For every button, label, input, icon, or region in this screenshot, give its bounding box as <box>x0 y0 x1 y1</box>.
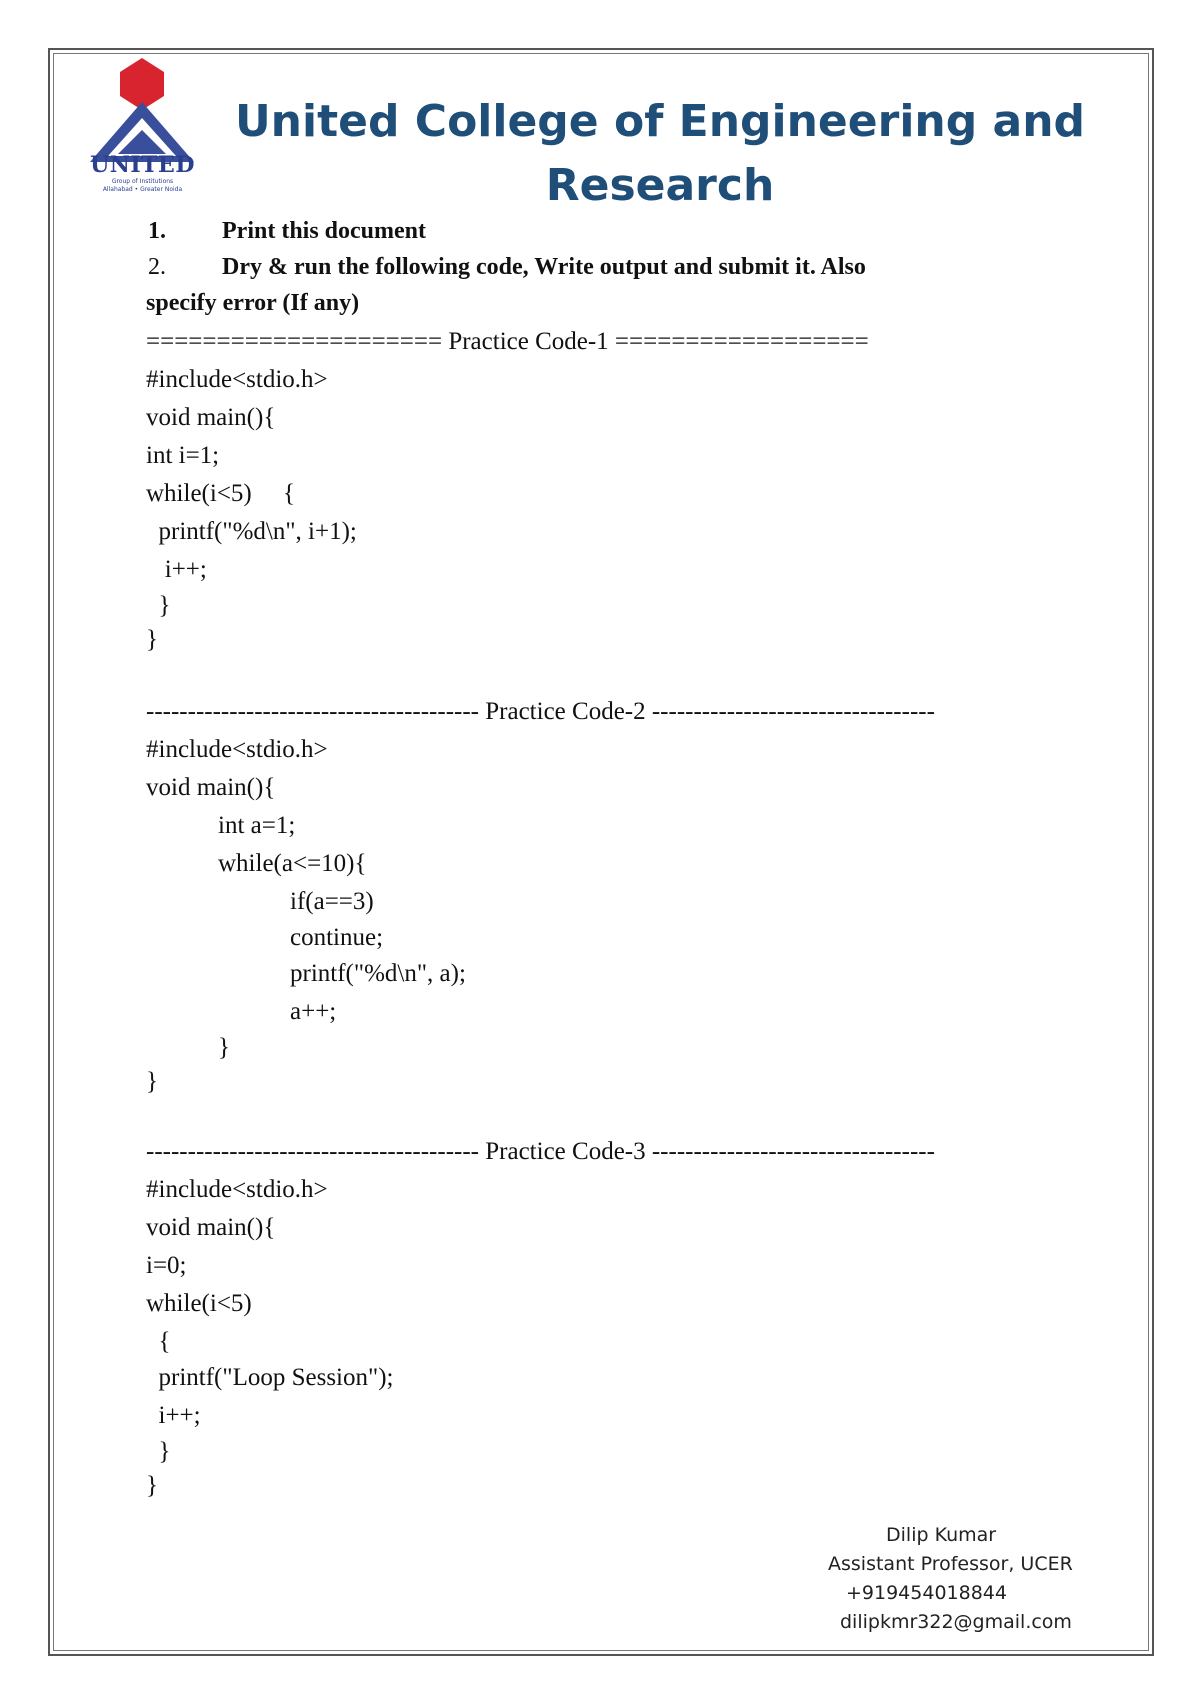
code3-line: i++; <box>146 1402 201 1429</box>
code2-line: a++; <box>290 998 337 1025</box>
code1-line: } <box>146 626 158 653</box>
code2-line: int a=1; <box>218 812 296 839</box>
author-email: dilipkmr322@gmail.com <box>840 1611 1072 1633</box>
code3-line: { <box>146 1328 171 1355</box>
practice-code-3-separator: ---------------------------------------- Practice Code-3 ---------------------------------- <box>146 1138 935 1165</box>
code1-line: } <box>146 592 171 619</box>
author-phone: +919454018844 <box>846 1582 1007 1604</box>
instruction-1-text: Print this document <box>222 218 426 244</box>
logo-text: UNITED <box>90 152 195 178</box>
instruction-2-text: Dry & run the following code, Write output and submit it. Also <box>222 254 866 280</box>
code3-line: } <box>146 1472 158 1499</box>
practice-code-2-separator: ---------------------------------------- Practice Code-2 ---------------------------------- <box>146 698 935 725</box>
instruction-1-number: 1. <box>148 218 166 244</box>
code1-line: void main(){ <box>146 404 276 431</box>
code2-line: } <box>218 1034 230 1061</box>
author-designation: Assistant Professor, UCER <box>828 1553 1073 1575</box>
code3-line: } <box>146 1438 171 1465</box>
code1-line: i++; <box>146 556 207 583</box>
code3-line: void main(){ <box>146 1214 276 1241</box>
code2-line: printf("%d\n", a); <box>290 960 466 987</box>
code1-line: int i=1; <box>146 442 220 469</box>
title-line-1: United College of Engineering and <box>234 96 1086 147</box>
instruction-2-continuation: specify error (If any) <box>146 290 360 316</box>
instruction-2-number: 2. <box>148 254 166 280</box>
code2-line: continue; <box>290 924 384 951</box>
code1-line: printf("%d\n", i+1); <box>146 518 357 545</box>
code1-line: #include<stdio.h> <box>146 366 328 393</box>
code3-line: printf("Loop Session"); <box>146 1364 394 1391</box>
code3-line: #include<stdio.h> <box>146 1176 328 1203</box>
logo-subtext-line1: Group of Institutions <box>111 178 174 185</box>
code3-line: while(i<5) <box>146 1290 252 1317</box>
practice-code-1-separator: ===================== Practice Code-1 ================== <box>146 328 869 355</box>
author-name: Dilip Kumar <box>886 1524 997 1546</box>
title-line-2: Research <box>545 160 775 211</box>
code3-line: i=0; <box>146 1252 187 1279</box>
logo-subtext <box>80 178 205 194</box>
code2-line: void main(){ <box>146 774 276 801</box>
page-title <box>230 90 1090 218</box>
code2-line: while(a<=10){ <box>218 850 367 877</box>
code2-line: if(a==3) <box>290 888 374 915</box>
code2-line: #include<stdio.h> <box>146 736 328 763</box>
logo-subtext-line2: Allahabad • Greater Noida <box>102 186 183 193</box>
code2-line: } <box>146 1068 158 1095</box>
code1-line: while(i<5) { <box>146 480 295 507</box>
